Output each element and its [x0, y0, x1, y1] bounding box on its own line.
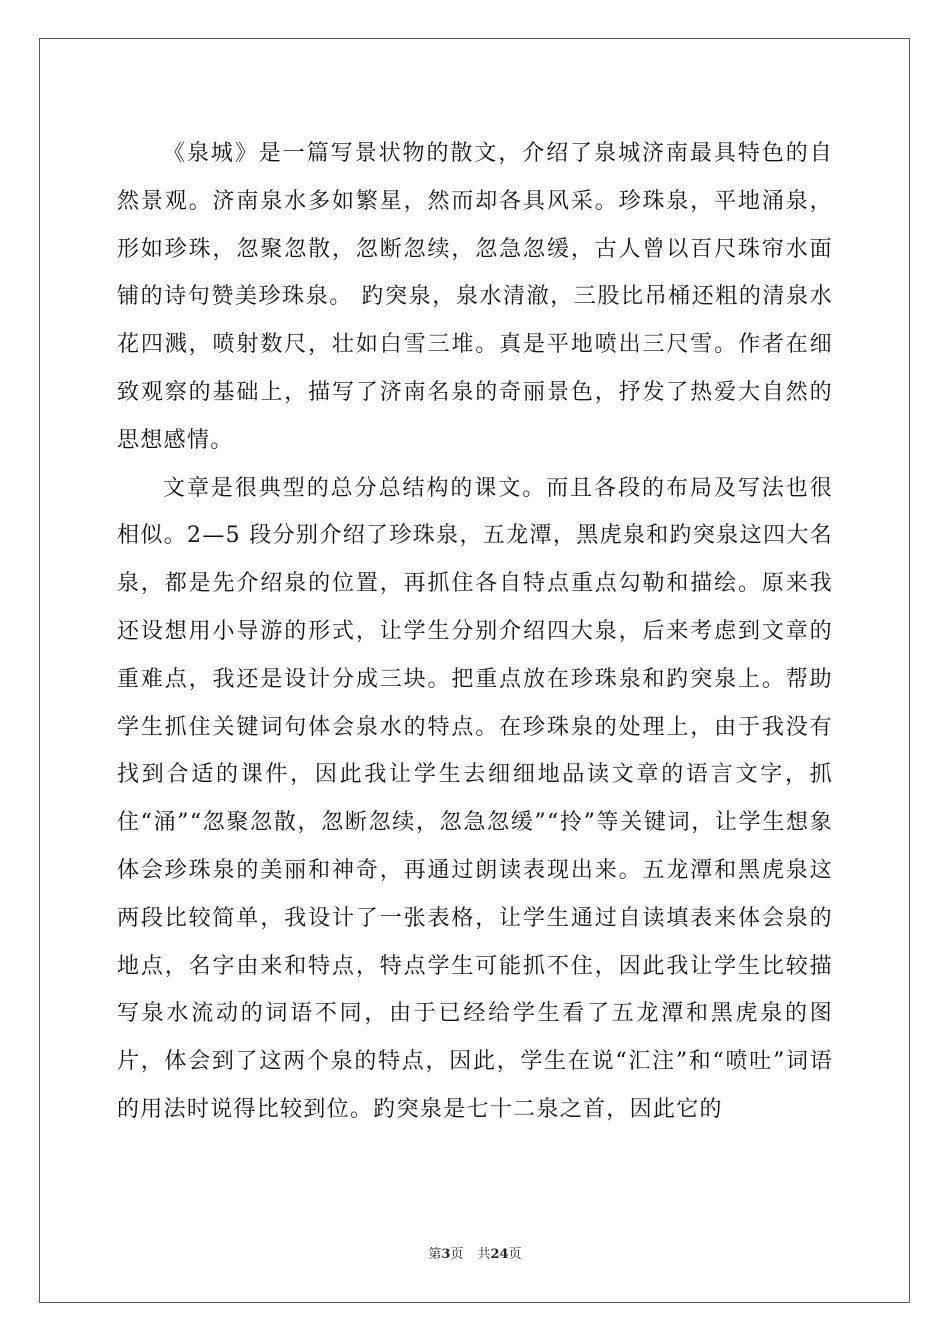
page-suffix: 页 — [450, 1247, 464, 1262]
page-prefix: 第 — [428, 1247, 442, 1262]
paragraph-2: 文章是很典型的总分总结构的课文。而且各段的布局及写法也很相似。2—5 段分别介绍了珍珠泉，五龙潭，黑虎泉和趵突泉这四大名泉，都是先介绍泉的位置，再抓住各自特点重点勾勒和描绘。原来我还设想用小导游的形式，让学生分别介绍四大泉，后来考虑到文章的重难点，我还是设计分成三块。把重点放在珍珠泉和趵突泉上。帮助学生抓住关键词句体会泉水的特点。在珍珠泉的处理上，由于我没有找到合适的课件，因此我让学生去细细地品读文章的语言文字，抓住“涌”“忽聚忽散，忽断忽续，忽急忽缓”“拎”等关键词，让学生想象体会珍珠泉的美丽和神奇，再通过朗读表现出来。五龙潭和黑虎泉这两段比较简单，我设计了一张表格，让学生通过自读填表来体会泉的地点，名字由来和特点，特点学生可能抓不住，因此我让学生比较描写泉水流动的词语不同，由于已经给学生看了五龙潭和黑虎泉的图片，体会到了这两个泉的特点，因此，学生在说“汇注”和“喷吐”词语的用法时说得比较到位。趵突泉是七十二泉之首，因此它的 — [117, 475, 833, 1122]
paragraph-1: 《泉城》是一篇写景状物的散文，介绍了泉城济南最具特色的自然景观。济南泉水多如繁星，然而却各具风采。珍珠泉，平地涌泉，形如珍珠，忽聚忽散，忽断忽续，忽急忽缓，古人曾以百尺珠帘水面铺的诗句赞美珍珠泉。 趵突泉，泉水清澈，三股比吊桶还粗的清泉水花四溅，喷射数尺，壮如白雪三堆。真是平地喷出三尺雪。作者在细致观察的基础上，描写了济南名泉的奇丽景色，抒发了热爱大自然的思想感情。 — [117, 141, 833, 453]
total-pages: 24 — [490, 1247, 509, 1262]
total-suffix: 页 — [508, 1247, 522, 1262]
document-body — [117, 130, 833, 1134]
page-footer — [0, 1246, 950, 1264]
total-prefix: 共 — [477, 1247, 491, 1262]
page-number: 3 — [441, 1247, 451, 1262]
